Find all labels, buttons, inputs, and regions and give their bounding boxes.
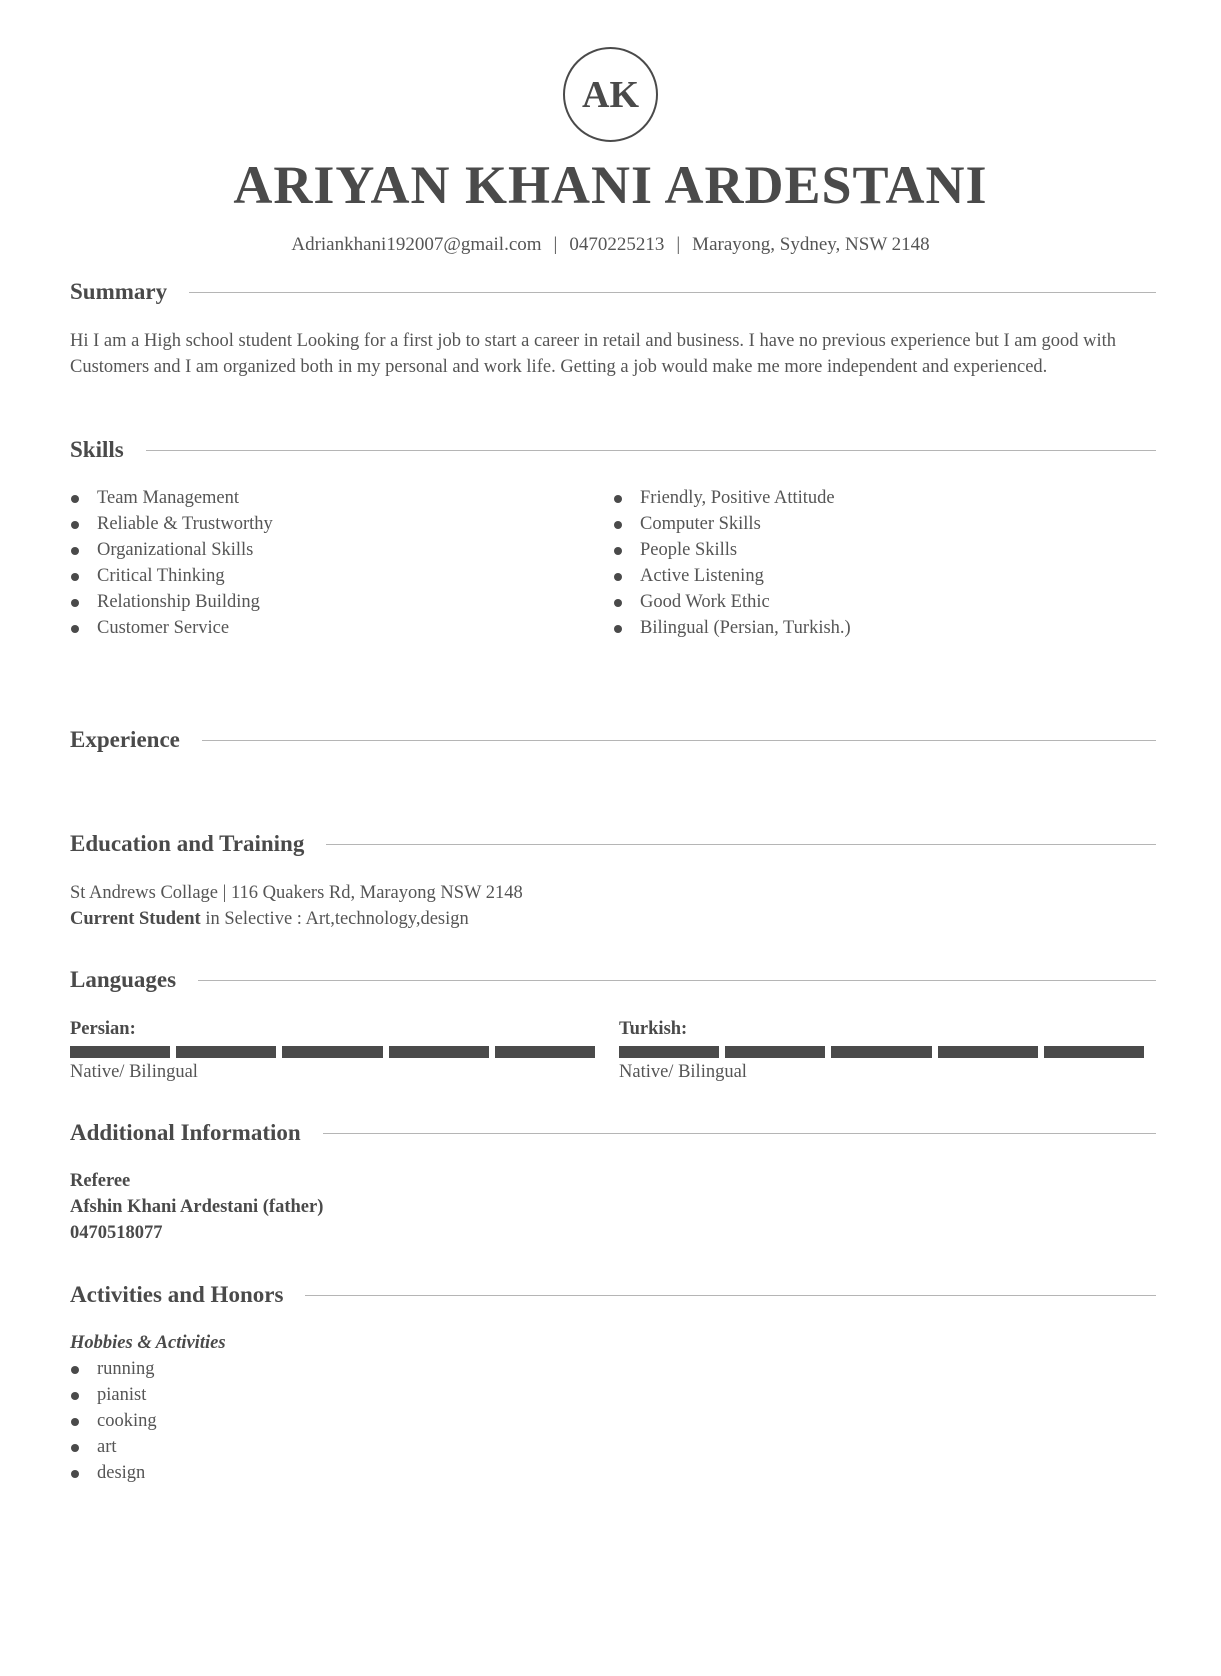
section-title: Additional Information	[70, 1120, 301, 1145]
phone-text: 0470225213	[569, 234, 665, 255]
level-segment	[1044, 1046, 1144, 1058]
skill-item: Critical Thinking	[70, 563, 613, 589]
skills-list-left	[70, 485, 613, 641]
referee-name: Afshin Khani Ardestani (father)	[70, 1197, 324, 1217]
language-level-bar	[619, 1046, 1144, 1058]
level-segment	[389, 1046, 489, 1058]
skill-item: Team Management	[70, 485, 613, 511]
level-segment	[176, 1046, 276, 1058]
section-title: Experience	[70, 727, 180, 752]
summary-text: Hi I am a High school student Looking for a first job to start a career in retail and business. I have no previous experience but I am good with Customers and I am organized both in my personal and work life. Getting a job would make me more independent and experienced.	[70, 331, 1116, 377]
section-divider	[198, 980, 1156, 981]
language-persian	[70, 1016, 607, 1085]
language-name: Turkish:	[619, 1019, 688, 1039]
level-segment	[619, 1046, 719, 1058]
skill-item: Organizational Skills	[70, 537, 613, 563]
contact-separator: |	[553, 234, 558, 255]
email-text: Adriankhani192007@gmail.com	[291, 234, 542, 255]
referee-label: Referee	[70, 1171, 131, 1191]
section-divider	[146, 450, 1156, 451]
section-title: Languages	[70, 967, 177, 992]
skill-item: People Skills	[613, 537, 1156, 563]
status-detail: in Selective : Art,technology,design	[200, 909, 469, 929]
skill-item: Customer Service	[70, 615, 613, 641]
section-title: Education and Training	[70, 831, 305, 856]
experience-section	[70, 724, 1156, 756]
language-turkish	[607, 1016, 1156, 1085]
section-title: Activities and Honors	[70, 1282, 284, 1307]
skill-item: Relationship Building	[70, 589, 613, 615]
status-label: Current Student	[70, 909, 201, 929]
section-divider	[326, 844, 1156, 845]
skills-section	[70, 434, 1156, 641]
candidate-name: ARIYAN KHANI ARDESTANI	[233, 155, 988, 215]
initials-monogram: AK	[563, 47, 658, 142]
level-segment	[282, 1046, 382, 1058]
location-text: Marayong, Sydney, NSW 2148	[692, 234, 930, 255]
section-divider	[202, 740, 1156, 741]
summary-section	[70, 276, 1156, 380]
level-segment	[725, 1046, 825, 1058]
section-header	[70, 276, 1156, 308]
section-header	[70, 828, 1156, 860]
skill-item: Active Listening	[613, 563, 1156, 589]
skill-item: Reliable & Trustworthy	[70, 511, 613, 537]
hobby-item: art	[70, 1434, 1156, 1460]
languages-columns	[70, 1016, 1156, 1085]
level-segment	[70, 1046, 170, 1058]
hobby-item: running	[70, 1356, 1156, 1382]
skills-list-right	[613, 485, 1156, 641]
additional-section	[70, 1117, 1156, 1246]
activities-section	[70, 1279, 1156, 1486]
language-name: Persian:	[70, 1019, 136, 1039]
study-status	[70, 906, 1156, 932]
skills-right-column	[613, 485, 1156, 641]
skills-left-column	[70, 485, 613, 641]
level-segment	[938, 1046, 1038, 1058]
skills-columns	[70, 485, 1156, 641]
contact-line	[0, 232, 1221, 258]
section-header	[70, 724, 1156, 756]
hobbies-list	[70, 1356, 1156, 1486]
skill-item: Bilingual (Persian, Turkish.)	[613, 615, 1156, 641]
languages-section	[70, 964, 1156, 1085]
language-level-text: Native/ Bilingual	[70, 1062, 198, 1082]
education-section	[70, 828, 1156, 932]
section-title: Skills	[70, 437, 124, 462]
section-header	[70, 1279, 1156, 1311]
referee-block	[70, 1168, 1156, 1246]
language-level-text: Native/ Bilingual	[619, 1062, 747, 1082]
section-divider	[189, 292, 1156, 293]
school-line: St Andrews Collage | 116 Quakers Rd, Marayong NSW 2148	[70, 883, 523, 903]
level-segment	[495, 1046, 595, 1058]
level-segment	[831, 1046, 931, 1058]
section-header	[70, 964, 1156, 996]
section-divider	[305, 1295, 1156, 1296]
section-title: Summary	[70, 279, 168, 304]
section-header	[70, 434, 1156, 466]
hobby-item: cooking	[70, 1408, 1156, 1434]
section-header	[70, 1117, 1156, 1149]
skill-item: Computer Skills	[613, 511, 1156, 537]
hobby-item: design	[70, 1460, 1156, 1486]
language-level-bar	[70, 1046, 595, 1058]
hobby-item: pianist	[70, 1382, 1156, 1408]
referee-phone: 0470518077	[70, 1223, 163, 1243]
section-divider	[323, 1133, 1156, 1134]
contact-separator: |	[676, 234, 681, 255]
hobbies-subtitle: Hobbies & Activities	[70, 1333, 226, 1353]
skill-item: Good Work Ethic	[613, 589, 1156, 615]
skill-item: Friendly, Positive Attitude	[613, 485, 1156, 511]
